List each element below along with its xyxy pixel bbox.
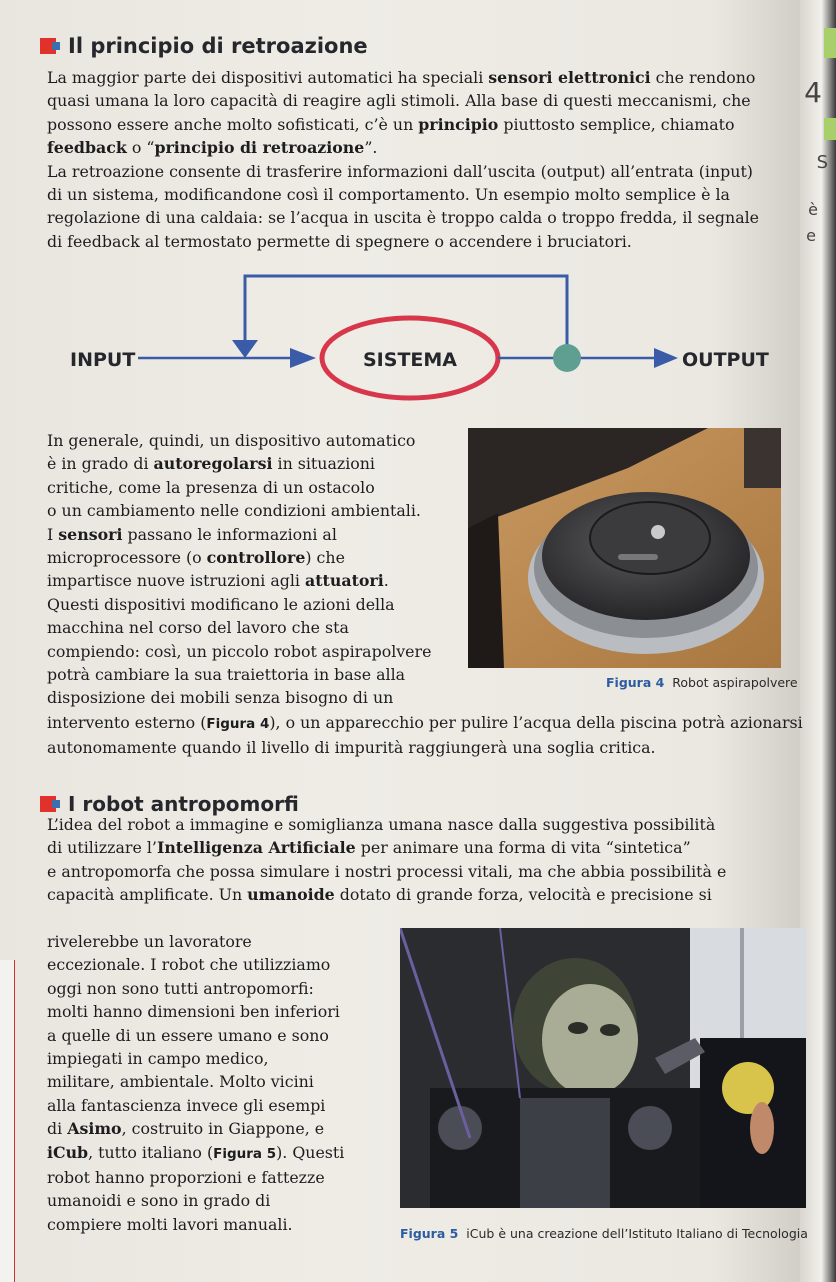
bold-term: autoregolarsi — [153, 454, 273, 474]
text-run: e antropomorfa che possa simulare i nostri processi vitali, ma che abbia possibilità e — [47, 861, 727, 881]
green-tab — [824, 28, 836, 58]
text-run: intervento esterno ( — [47, 713, 207, 732]
text-line — [47, 546, 431, 569]
text-run: compiere molti lavori manuali. — [47, 1214, 293, 1234]
input-label: INPUT — [70, 349, 136, 371]
text-run: o un cambiamento nelle condizioni ambientali. — [47, 501, 421, 521]
text-run: di utilizzare l’ — [47, 838, 157, 858]
text-run: La maggior parte dei dispositivi automatici ha speciali — [47, 68, 489, 87]
text-line — [47, 1141, 344, 1166]
text-run: impartisce nuove istruzioni agli — [47, 571, 306, 591]
text-run: critiche, come la presenza di un ostacolo — [47, 477, 375, 497]
bold-term: Intelligenza Artificiale — [156, 838, 356, 858]
text-line — [47, 569, 431, 592]
robot-vacuum-photo — [468, 428, 781, 668]
figure-reference: Figura 4 — [206, 716, 270, 732]
text-run: dotato di grande forza, velocità e precisione si — [334, 885, 712, 905]
text-line — [47, 113, 759, 136]
text-run: ”. — [364, 138, 378, 158]
text-line — [47, 616, 431, 639]
text-run: macchina nel corso del lavoro che sta — [47, 618, 349, 638]
text-run: piuttosto semplice, chiamato — [498, 114, 735, 134]
robot-paragraph-full — [47, 813, 726, 907]
text-line — [47, 1047, 344, 1070]
text-line — [47, 1166, 344, 1189]
text-run: disposizione dei mobili senza bisogno di un — [47, 688, 394, 708]
text-run: che rendono — [650, 68, 756, 87]
body-paragraph — [47, 429, 431, 710]
text-run: militare, ambientale. Molto vicini — [47, 1072, 314, 1092]
text-run: ). Questi — [276, 1142, 345, 1162]
feedback-diagram — [40, 262, 780, 407]
text-run: . — [383, 571, 389, 591]
text-run: a quelle di un essere umano e sono — [47, 1025, 329, 1045]
text-run: per animare una forma di vita “sintetica” — [355, 838, 691, 858]
text-run: passano le informazioni al — [122, 524, 337, 544]
text-line — [47, 230, 759, 253]
input-arrow-head — [290, 348, 316, 368]
text-line — [47, 663, 431, 686]
text-run: regolazione di una caldaia: se l’acqua in uscita è troppo calda o troppo fredda, il segnale — [47, 208, 760, 228]
text-line — [47, 593, 431, 616]
bold-term: sensori elettronici — [488, 68, 651, 87]
text-line — [47, 640, 431, 663]
text-line — [47, 66, 759, 89]
text-line — [47, 930, 344, 953]
text-line — [47, 860, 726, 883]
margin-glyph: è — [808, 200, 818, 219]
text-run: autonomamente quando il livello di impurità raggiungerà una soglia critica. — [47, 738, 656, 758]
text-run: eccezionale. I robot che utilizziamo — [47, 955, 331, 975]
text-line — [47, 1094, 344, 1117]
intro-paragraph — [47, 66, 759, 253]
text-run: ) che — [305, 548, 345, 568]
bold-term: controllore — [206, 548, 306, 568]
bold-term: principio — [418, 114, 499, 134]
figure4-caption — [606, 675, 798, 690]
text-line — [47, 1070, 344, 1093]
figure-reference: Figura 5 — [213, 1145, 277, 1162]
text-run: Questi dispositivi modificano le azioni della — [47, 594, 395, 614]
output-label: OUTPUT — [682, 349, 769, 371]
margin-glyph: 4 — [804, 76, 822, 109]
figure5-text: iCub è una creazione dell’Istituto Italiano di Tecnologia — [466, 1226, 808, 1241]
text-run: di un sistema, modificandone così il comportamento. Un esempio molto semplice è la — [47, 185, 730, 205]
text-run: o “ — [126, 138, 155, 158]
figure4-text: Robot aspirapolvere — [672, 675, 798, 690]
body-paragraph-full — [47, 711, 803, 760]
figure5-caption — [400, 1226, 808, 1241]
text-line — [47, 160, 759, 183]
bold-term: Asimo — [67, 1119, 122, 1139]
bold-term: feedback — [47, 138, 127, 158]
heading-square-icon — [40, 38, 56, 54]
text-run: quasi umana la loro capacità di reagire agli stimoli. Alla base di questi meccanismi, che — [47, 91, 751, 111]
text-line — [47, 711, 803, 736]
text-line — [47, 1000, 344, 1023]
text-line — [47, 429, 431, 452]
text-run: robot hanno proporzioni e fattezze — [47, 1168, 325, 1188]
text-run: L’idea del robot a immagine e somiglianza umana nasce dalla suggestiva possibilità — [47, 815, 716, 834]
feedback-loop-line — [245, 276, 567, 354]
bold-term: attuatori — [305, 571, 384, 591]
text-run: impiegati in campo medico, — [47, 1049, 269, 1069]
text-line — [47, 452, 431, 475]
text-line — [47, 476, 431, 499]
green-tab — [824, 118, 836, 140]
text-line — [47, 813, 726, 836]
text-line — [47, 953, 344, 976]
icub-robot-photo — [400, 928, 806, 1208]
text-line — [47, 499, 431, 522]
text-run: di — [47, 1119, 68, 1139]
text-run: alla fantascienza invece gli esempi — [47, 1095, 326, 1115]
text-run: è in grado di — [47, 454, 154, 474]
text-line — [47, 206, 759, 229]
text-line — [47, 1213, 344, 1236]
text-run: potrà cambiare la sua traiettoria in base alla — [47, 665, 406, 685]
figure4-number: Figura 4 — [606, 675, 665, 690]
bold-term: principio di retroazione — [154, 138, 365, 158]
text-line — [47, 977, 344, 1000]
text-line — [47, 686, 431, 709]
feedback-arrow-head — [232, 340, 258, 358]
margin-bar — [0, 960, 15, 1282]
output-arrow-head — [654, 348, 678, 368]
figure5-number: Figura 5 — [400, 1226, 459, 1241]
robot-paragraph — [47, 930, 344, 1236]
text-run: possono essere anche molto sofisticati, c’è un — [47, 114, 419, 134]
bold-term: iCub — [47, 1142, 89, 1162]
text-run: rivelerebbe un lavoratore — [47, 932, 252, 951]
text-run: compiendo: così, un piccolo robot aspirapolvere — [47, 641, 432, 661]
text-run: molti hanno dimensioni ben inferiori — [47, 1002, 340, 1022]
text-line — [47, 183, 759, 206]
section-heading — [40, 34, 368, 58]
text-line — [47, 136, 759, 159]
text-run: , tutto italiano ( — [88, 1142, 214, 1162]
text-line — [47, 1189, 344, 1212]
text-run: oggi non sono tutti antropomorfi: — [47, 978, 314, 998]
text-run: microprocessore (o — [47, 548, 207, 568]
text-run: umanoidi e sono in grado di — [47, 1191, 271, 1211]
system-label: SISTEMA — [363, 349, 457, 371]
text-run: La retroazione consente di trasferire informazioni dall’uscita (output) all’entrata (input) — [47, 161, 753, 181]
text-run: capacità amplificate. Un — [47, 885, 248, 905]
text-run: , costruito in Giappone, e — [121, 1119, 325, 1139]
text-line — [47, 1024, 344, 1047]
text-line — [47, 883, 726, 906]
text-run: di feedback al termostato permette di spegnere o accendere i bruciatori. — [47, 231, 632, 251]
bold-term: sensori — [58, 524, 123, 544]
feedback-node — [553, 344, 581, 372]
text-run: In generale, quindi, un dispositivo automatico — [47, 431, 416, 450]
margin-glyph: e — [806, 226, 816, 245]
text-run: in situazioni — [272, 454, 375, 474]
heading-text: Il principio di retroazione — [68, 34, 368, 58]
heading-text: I robot antropomorfi — [68, 792, 299, 816]
text-line — [47, 836, 726, 859]
heading-square-icon — [40, 796, 56, 812]
text-line — [47, 736, 803, 759]
text-run: ), o un apparecchio per pulire l’acqua della piscina potrà azionarsi — [269, 713, 803, 732]
text-line — [47, 89, 759, 112]
text-line — [47, 1117, 344, 1140]
bold-term: umanoide — [247, 885, 335, 905]
text-line — [47, 523, 431, 546]
text-run: I — [47, 524, 59, 544]
margin-glyph: S — [816, 152, 828, 173]
